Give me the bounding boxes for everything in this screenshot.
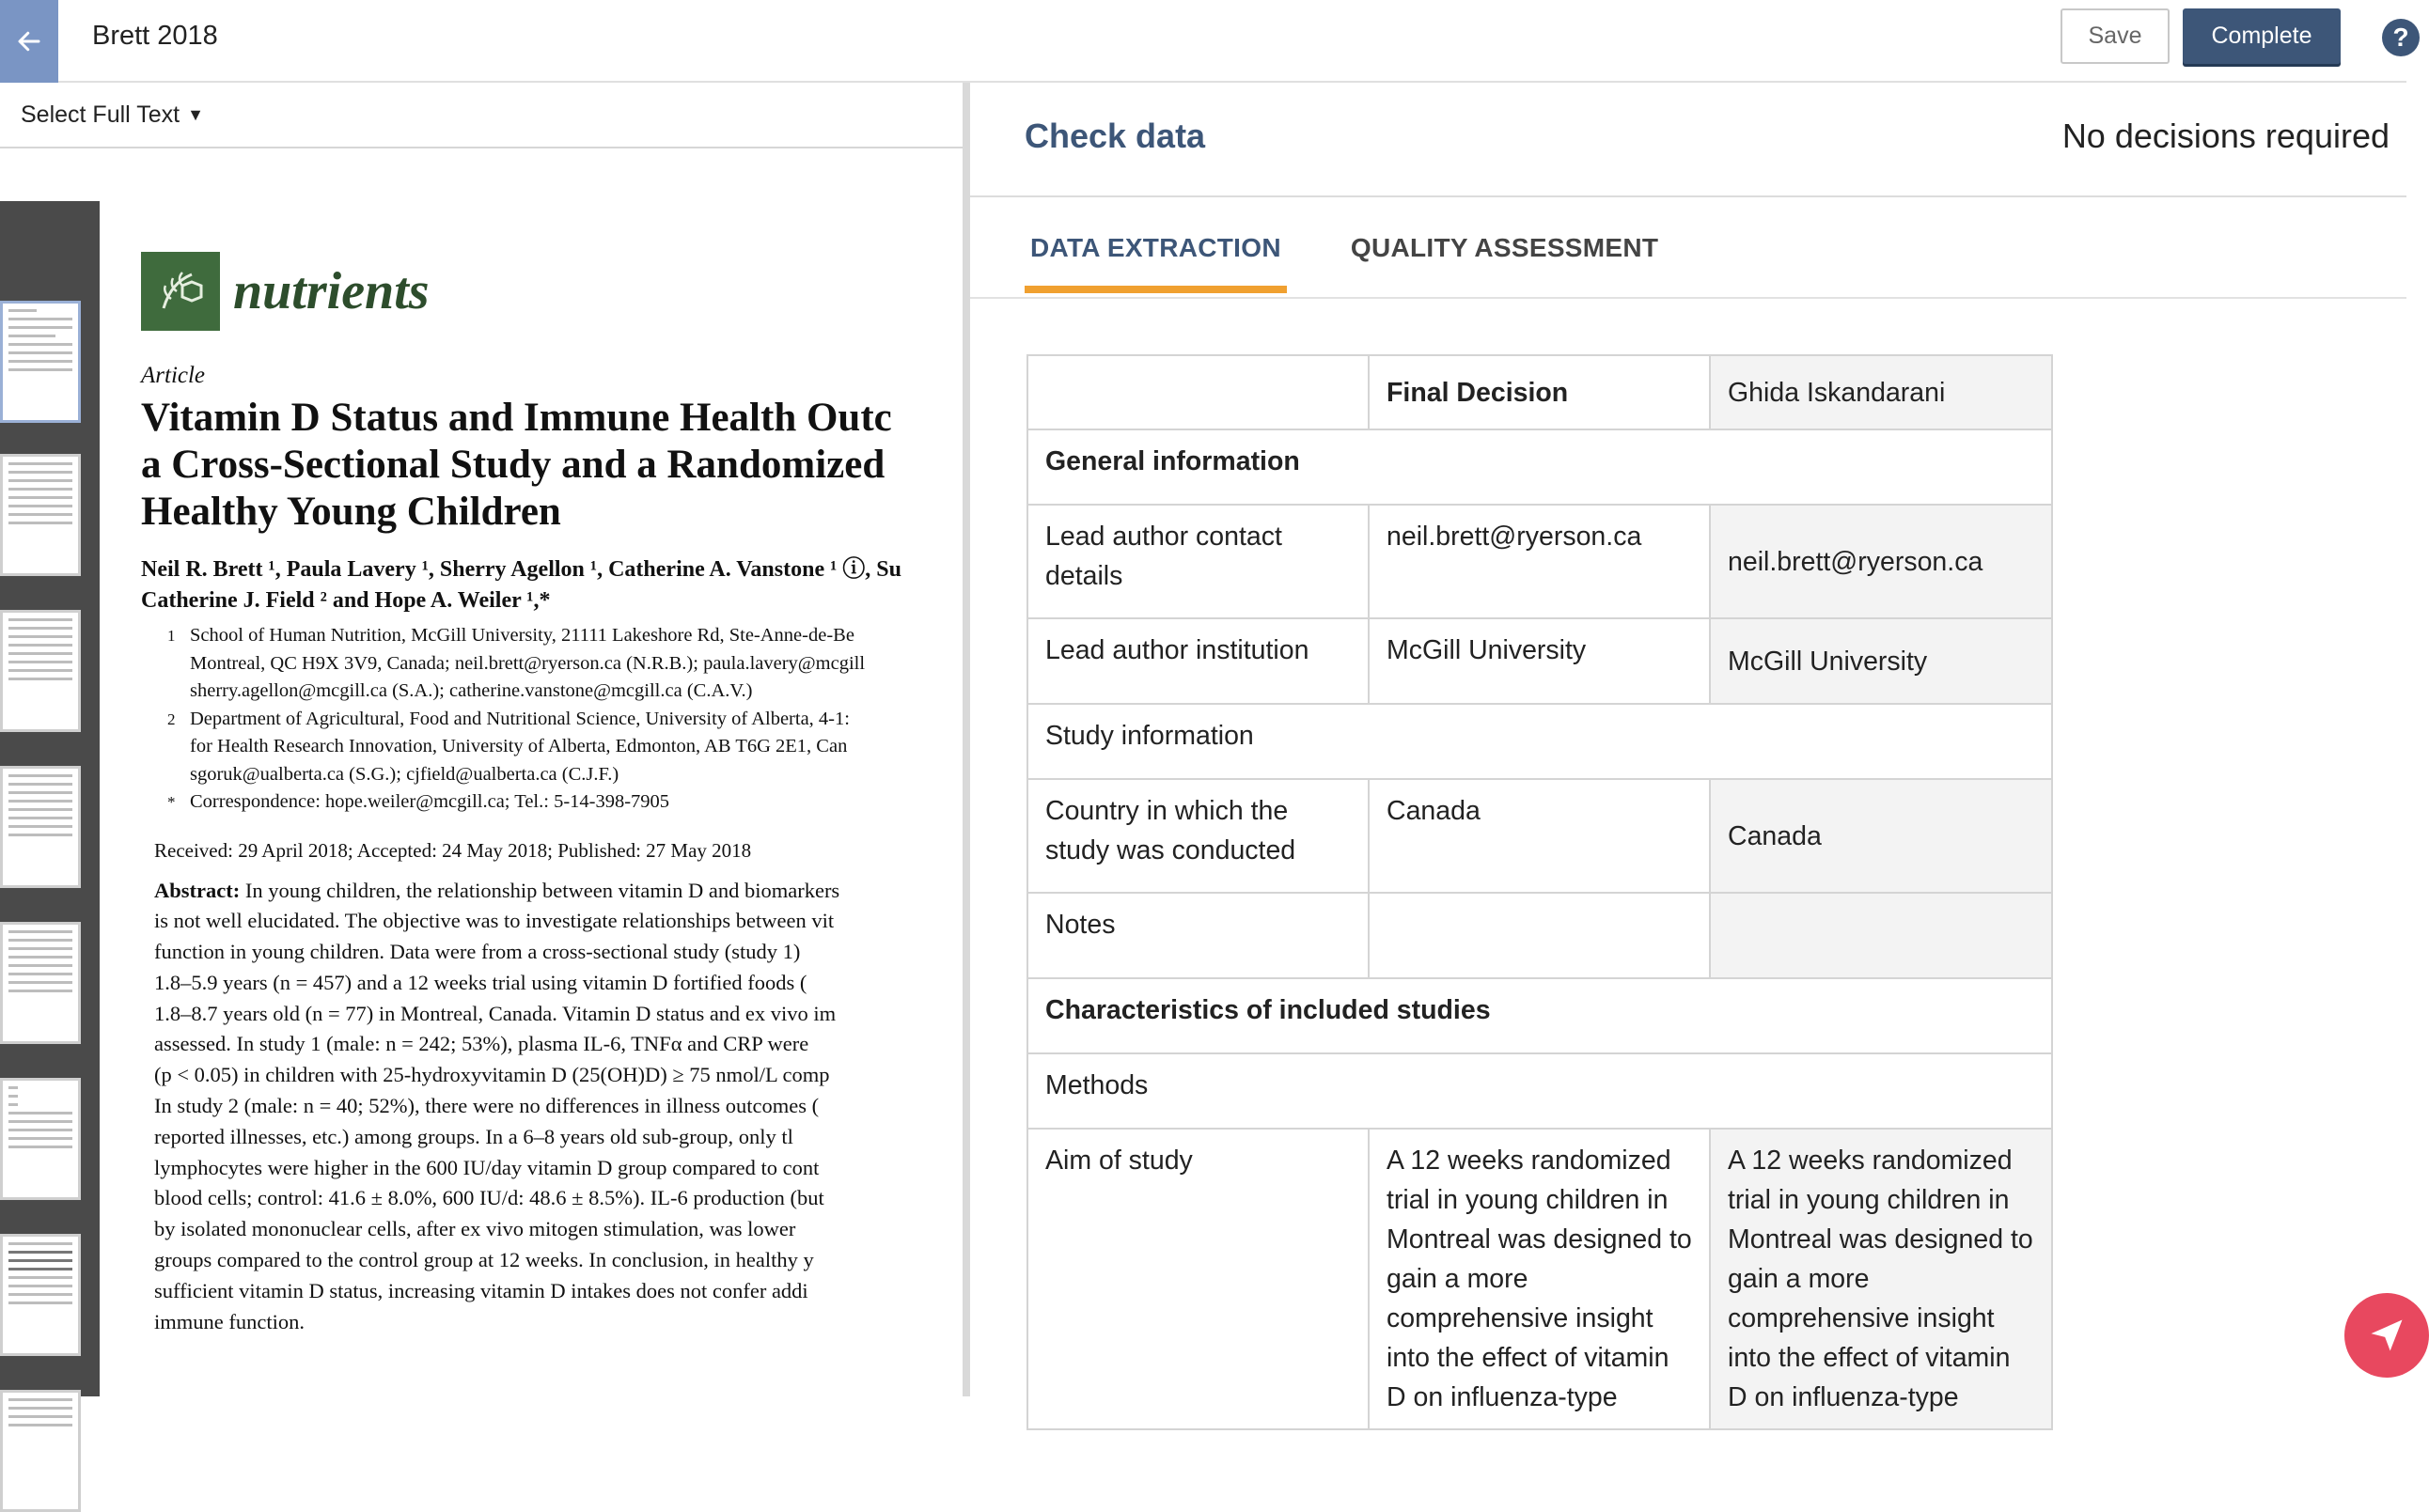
header-reviewer: Ghida Iskandarani (1710, 355, 2052, 429)
check-data-panel (970, 83, 2406, 1412)
back-button[interactable] (0, 0, 58, 83)
page-thumbnail[interactable] (0, 1234, 81, 1356)
table-row (1027, 779, 2052, 893)
section-row (1027, 1053, 2052, 1129)
select-full-text-label: Select Full Text (21, 101, 180, 128)
section-general-information: General information (1027, 429, 2052, 505)
tab-data-extraction[interactable]: DATA EXTRACTION (1025, 233, 1287, 286)
affiliation-item (141, 788, 987, 817)
affiliation-number: * (167, 793, 176, 811)
table-row (1027, 618, 2052, 704)
caret-down-icon: ▼ (187, 105, 204, 124)
table-row (1027, 505, 2052, 618)
select-full-text-dropdown[interactable] (21, 101, 204, 129)
reviewer-value: McGill University (1710, 618, 2052, 704)
help-icon[interactable]: ? (2382, 19, 2420, 56)
page-thumbnails (0, 201, 100, 1396)
abstract (141, 876, 987, 1338)
field-label: Lead author institution (1027, 618, 1369, 704)
decision-status: No decisions required (2061, 117, 2390, 155)
reviewer-value (1710, 893, 2052, 978)
affiliation-item (141, 706, 987, 789)
final-value[interactable]: A 12 weeks randomized trial in young children in Montreal was designed to gain a more comprehensive insight into the effect of vitamin D on influenza-type (1369, 1129, 1710, 1429)
document-title: Brett 2018 (92, 21, 218, 51)
section-methods: Methods (1027, 1053, 2052, 1129)
pdf-viewer (0, 83, 963, 1396)
panel-splitter[interactable] (963, 83, 970, 1396)
header-final-decision: Final Decision (1369, 355, 1710, 429)
feedback-button[interactable] (2344, 1293, 2429, 1378)
page-thumbnail[interactable] (0, 766, 81, 888)
received-dates: Received: 29 April 2018; Accepted: 24 May 2018; Published: 27 May 2018 (154, 838, 752, 862)
top-bar (0, 0, 2409, 83)
affiliations (141, 622, 987, 817)
field-label: Aim of study (1027, 1129, 1369, 1429)
reviewer-value: A 12 weeks randomized trial in young children in Montreal was designed to gain a more comprehensive insight into the effect of vitamin D on influenza-type (1710, 1129, 2052, 1429)
page-thumbnail[interactable] (0, 1390, 81, 1512)
affiliation-text: School of Human Nutrition, McGill University, 21111 Lakeshore Rd, Ste-Anne-de-Be Montreal, QC H9X 3V9, Canada; neil.brett@ryerson.ca (N.R.B.); paula.lavery@mcgill sherry.agellon@mcgill.ca (S.A.); catherine.vanstone@mcgill.ca (C.A.V.) (190, 625, 866, 701)
final-value[interactable] (1369, 893, 1710, 978)
section-row (1027, 978, 2052, 1053)
pdf-page (141, 252, 987, 1337)
comparison-table (1026, 354, 2053, 1430)
section-characteristics: Characteristics of included studies (1027, 978, 2052, 1053)
final-value[interactable]: McGill University (1369, 618, 1710, 704)
affiliation-text: Department of Agricultural, Food and Nutritional Science, University of Alberta, 4-1: for Health Research Innovation, University of Alberta, Edmonton, AB T6G 2E1, Can sgoruk@ualberta.ca (S.G.); cjfield@ualberta.ca (C.J.F.) (190, 708, 850, 785)
page-thumbnail[interactable] (0, 610, 81, 732)
send-icon (2366, 1315, 2407, 1356)
journal-logo (141, 252, 987, 331)
field-label: Lead author contact details (1027, 505, 1369, 618)
panel-title: Check data (1025, 117, 1206, 155)
final-value[interactable]: neil.brett@ryerson.ca (1369, 505, 1710, 618)
paper-title: Vitamin D Status and Immune Health Outc a Cross-Sectional Study and a Randomized Healthy Young Children (141, 396, 892, 534)
divider (0, 147, 963, 148)
header-cell (1027, 355, 1369, 429)
reviewer-value: Canada (1710, 779, 2052, 893)
field-label: Notes (1027, 893, 1369, 978)
reviewer-value: neil.brett@ryerson.ca (1710, 505, 2052, 618)
page-thumbnail[interactable] (0, 1078, 81, 1200)
section-row (1027, 429, 2052, 505)
divider (970, 297, 2406, 299)
paper-authors: Neil R. Brett ¹, Paula Lavery ¹, Sherry Agellon ¹, Catherine A. Vanstone ¹ ⓘ, Su Catherine J. Field ² and Hope A. Weiler ¹,* (141, 557, 902, 613)
page-thumbnail[interactable] (0, 922, 81, 1044)
table-row (1027, 1129, 2052, 1429)
abstract-text: In young children, the relationship between vitamin D and biomarkers is not well elucidated. The objective was to investigate relationships between vit function in young children. Data were from a cross-sectional study (study 1) 1.8–5.9 years (n = 457) and a 12 weeks trial using vitamin D fortified foods ( 1.8–8.7 years old (n = 77) in Montreal, Canada. Vitamin D status and ex vivo im assessed. In study 1 (male: n = 242; 53%), plasma IL-6, TNFα and CRP were (p < 0.05) in children with 25-hydroxyvitamin D (25(OH)D) ≥ 75 nmol/L comp In study 2 (male: n = 40; 52%), there were no differences in illness outcomes ( reported illnesses, etc.) among groups. In a 6–8 years old sub-group, only tl lymphocytes were higher in the 600 IU/day vitamin D group compared to cont blood cells; control: 41.6 ± 8.0%, 600 IU/d: 48.6 ± 8.5%). IL-6 production (but by isolated mononuclear cells, after ex vivo mitogen stimulation, was lower groups compared to the control group at 12 weeks. In conclusion, in healthy y sufficient vitamin D status, increasing vitamin D intakes does not confer addi immune function. (154, 878, 840, 1333)
table-header-row (1027, 355, 2052, 429)
affiliation-number: 1 (167, 627, 176, 645)
field-label: Country in which the study was conducted (1027, 779, 1369, 893)
table-row (1027, 893, 2052, 978)
divider (970, 195, 2406, 197)
arrow-left-icon (15, 27, 43, 55)
affiliation-item (141, 622, 987, 706)
journal-name: nutrients (233, 262, 430, 320)
affiliation-number: 2 (167, 709, 176, 728)
tab-bar (1025, 233, 1722, 286)
journal-emblem-icon (141, 252, 220, 331)
page-thumbnail[interactable] (0, 301, 81, 423)
complete-button[interactable]: Complete (2183, 8, 2341, 64)
section-study-information: Study information (1027, 704, 2052, 779)
section-row (1027, 704, 2052, 779)
save-button[interactable]: Save (2061, 8, 2170, 64)
final-value[interactable]: Canada (1369, 779, 1710, 893)
article-label: Article (141, 363, 206, 388)
page-thumbnail[interactable] (0, 454, 81, 576)
affiliation-text: Correspondence: hope.weiler@mcgill.ca; Tel.: 5-14-398-7905 (190, 791, 670, 812)
abstract-label: Abstract: (154, 878, 241, 902)
tab-quality-assessment[interactable]: QUALITY ASSESSMENT (1350, 233, 1659, 262)
